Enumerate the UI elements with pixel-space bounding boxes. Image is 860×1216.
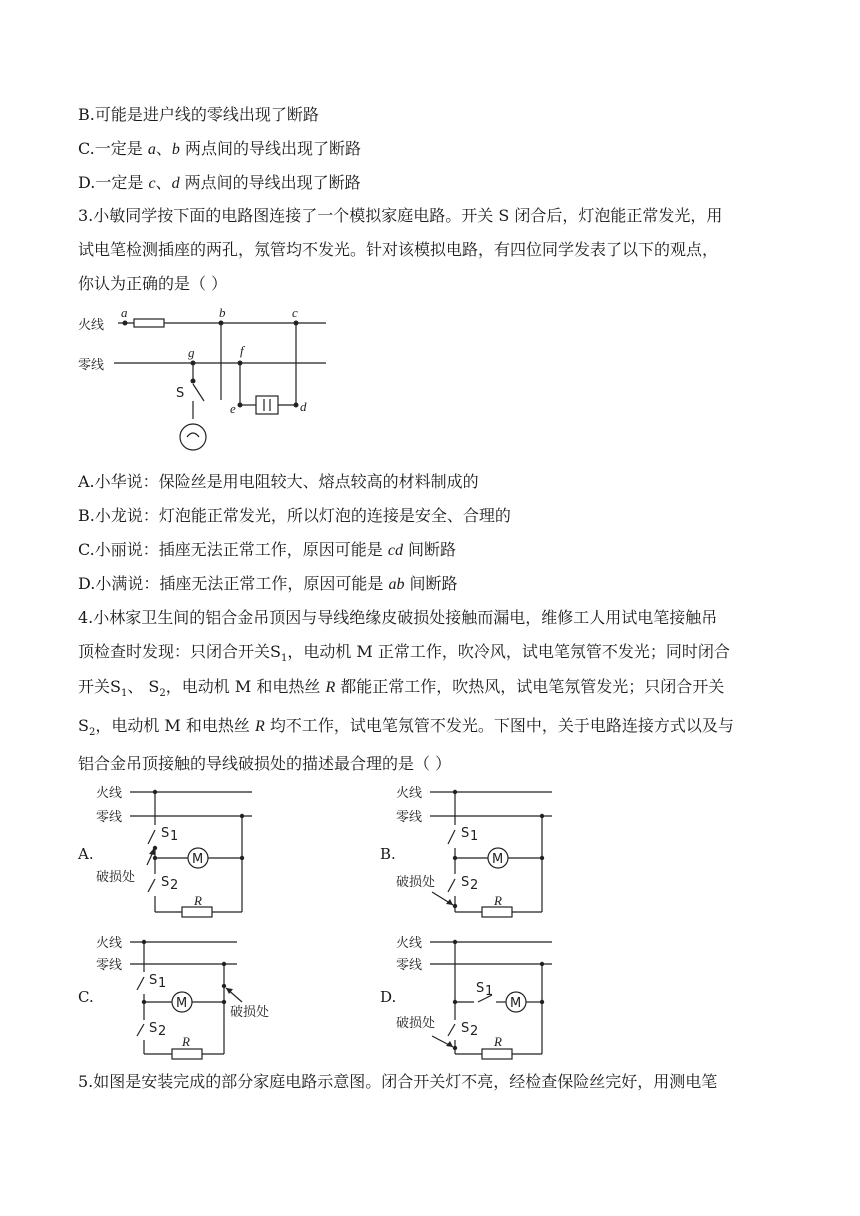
q3-option-a: A.小华说：保险丝是用电阻较大、熔点较高的材料制成的 xyxy=(78,472,479,491)
q3-option-d: D.小满说：插座无法正常工作，原因可能是 ab 间断路 xyxy=(78,574,458,593)
svg-text:b: b xyxy=(219,305,226,320)
svg-text:R: R xyxy=(494,1034,502,1049)
svg-text:S: S xyxy=(149,973,158,988)
svg-text:M: M xyxy=(176,996,188,1011)
q4-label-c: C. xyxy=(78,988,94,1006)
svg-text:破损处: 破损处 xyxy=(96,870,136,885)
svg-text:R: R xyxy=(494,893,502,908)
svg-text:a: a xyxy=(121,305,128,320)
svg-text:R: R xyxy=(194,893,202,908)
q4-figure-c xyxy=(92,932,292,1062)
svg-text:S: S xyxy=(461,875,470,890)
q4-stem-line4: $S_2$，电动机 M 和电热丝 R 均不工作，试电笔氖管不发光。下图中，关于电路连接方式以及与 xyxy=(78,716,734,739)
q2-option-c: C.一定是 a、b 两点间的导线出现了断路 xyxy=(78,139,361,158)
q2-option-b: B.可能是进户线的零线出现了断路 xyxy=(78,105,319,124)
q3-stem-line3: 你认为正确的是（ ） xyxy=(78,274,228,293)
q4-stem-line2: 顶检查时发现：只闭合开关$S_1$，电动机 M 正常工作，吹冷风，试电笔氖管不发光；同时闭合 xyxy=(78,642,730,665)
q4-label-d: D. xyxy=(380,988,397,1006)
q4-label-b: B. xyxy=(380,845,396,863)
q4-figure-d xyxy=(392,932,572,1062)
svg-text:零线: 零线 xyxy=(396,958,423,973)
svg-text:M: M xyxy=(510,996,522,1011)
svg-text:2: 2 xyxy=(470,878,479,893)
svg-text:火线: 火线 xyxy=(396,936,423,951)
svg-text:c: c xyxy=(292,305,298,320)
q3-option-b: B.小龙说：灯泡能正常发光，所以灯泡的连接是安全、合理的 xyxy=(78,506,511,525)
svg-text:1: 1 xyxy=(485,984,494,999)
svg-text:d: d xyxy=(300,399,307,414)
svg-text:破损处: 破损处 xyxy=(396,875,436,890)
svg-text:火线: 火线 xyxy=(96,786,123,801)
q4-figure-b xyxy=(392,782,572,922)
svg-text:M: M xyxy=(192,852,204,867)
q3-stem-line2: 试电笔检测插座的两孔，氖管均不发光。针对该模拟电路，有四位同学发表了以下的观点， xyxy=(78,240,719,259)
svg-text:g: g xyxy=(188,345,195,360)
q4-label-a: A. xyxy=(78,845,94,863)
svg-text:火线: 火线 xyxy=(96,936,123,951)
svg-text:零线: 零线 xyxy=(96,810,123,825)
q2-option-d: D.一定是 c、d 两点间的导线出现了断路 xyxy=(78,173,361,192)
q5-stem-line1: 5.如图是安装完成的部分家庭电路示意图。闭合开关灯不亮，经检查保险丝完好，用测电笔 xyxy=(78,1072,718,1091)
svg-text:S: S xyxy=(461,826,470,841)
q3-option-c: C.小丽说：插座无法正常工作，原因可能是 cd 间断路 xyxy=(78,540,457,559)
svg-text:S: S xyxy=(176,386,185,401)
q4-figure-a xyxy=(92,782,272,922)
svg-text:S: S xyxy=(149,1021,158,1036)
svg-text:2: 2 xyxy=(470,1024,479,1039)
svg-text:破损处: 破损处 xyxy=(396,1016,436,1031)
svg-text:2: 2 xyxy=(170,878,179,893)
svg-text:R: R xyxy=(182,1034,190,1049)
svg-text:f: f xyxy=(240,343,244,358)
q3-neutral-label: 零线 xyxy=(78,358,105,373)
svg-text:2: 2 xyxy=(158,1024,167,1039)
svg-text:S: S xyxy=(476,981,485,996)
svg-text:S: S xyxy=(161,826,170,841)
svg-text:1: 1 xyxy=(470,829,479,844)
svg-text:破损处: 破损处 xyxy=(230,1005,270,1020)
svg-text:M: M xyxy=(492,852,504,867)
svg-text:S: S xyxy=(161,875,170,890)
svg-text:S: S xyxy=(461,1021,470,1036)
q3-stem-line1: 3.小敏同学按下面的电路图连接了一个模拟家庭电路。开关 S 闭合后，灯泡能正常发光，用 xyxy=(78,206,723,225)
q4-stem-line5: 铝合金吊顶接触的导线破损处的描述最合理的是（ ） xyxy=(78,754,452,773)
svg-text:1: 1 xyxy=(158,976,167,991)
q4-stem-line3: 开关$S_1$、 $S_2$，电动机 M 和电热丝 R 都能正常工作，吹热风，试电笔氖管发光；只闭合开关 xyxy=(78,677,725,700)
svg-text:零线: 零线 xyxy=(96,958,123,973)
svg-text:火线: 火线 xyxy=(396,786,423,801)
q3-circuit-figure xyxy=(78,305,338,460)
svg-text:零线: 零线 xyxy=(396,810,423,825)
q3-live-label: 火线 xyxy=(78,318,105,333)
svg-text:e: e xyxy=(230,401,236,416)
svg-text:1: 1 xyxy=(170,829,179,844)
q4-stem-line1: 4.小林家卫生间的铝合金吊顶因与导线绝缘皮破损处接触而漏电，维修工人用试电笔接触吊 xyxy=(78,608,718,627)
